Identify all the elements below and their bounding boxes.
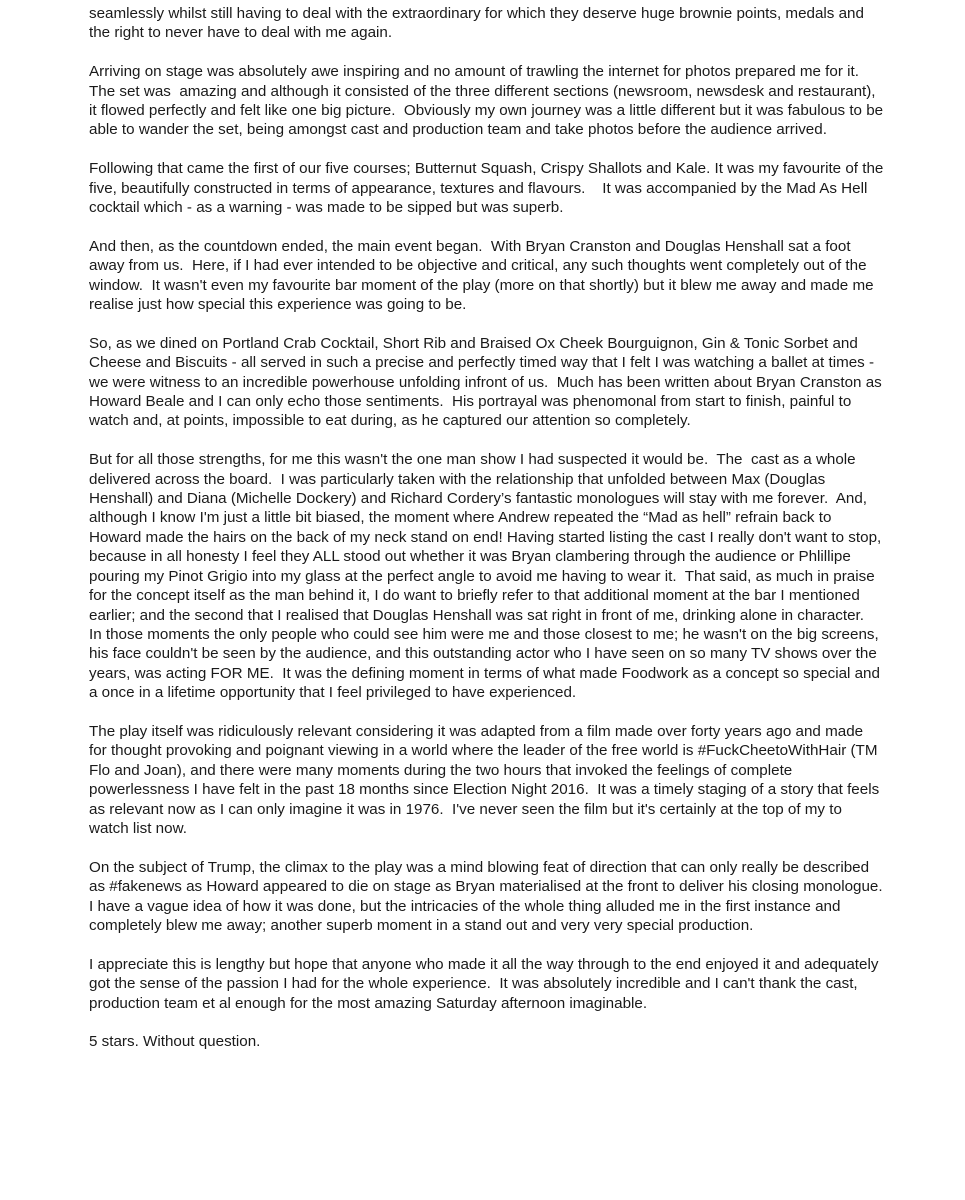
review-document bbox=[89, 4, 892, 1071]
paragraph-first-course: Following that came the first of our five courses; Butternut Squash, Crispy Shallots and Kale. It was my favourite of the five, beautifully constructed in terms of appearance, textures and flavours. It was accompanied by the Mad As Hell cocktail which - as a warning - was made to be sipped but was superb. bbox=[89, 160, 888, 217]
paragraph-climax: On the subject of Trump, the climax to the play was a mind blowing feat of direction that can only really be described as #fakenews as Howard appeared to die on stage as Bryan materialised at the front to deliver his closing monologue. I have a vague idea of how it was done, but the intricacies of the whole thing alluded me in the first instance and completely blew me away; another superb moment in a stand out and very very special production. bbox=[89, 858, 892, 934]
paragraph-relevance: The play itself was ridiculously relevant considering it was adapted from a film made over forty years ago and made for thought provoking and poignant viewing in a world where the leader of the free world is #FuckCheetoWithHair (TM Flo and Joan), and there were many moments during the two hours that invoked the feelings of complete powerlessness I have felt in the past 18 months since Election Night 2016. It was a timely staging of a story that feels as relevant now as I can only imagine it was in 1976. I've never seen the film but it's certainly at the top of my to watch list now. bbox=[89, 722, 884, 837]
paragraph-main-event: And then, as the countdown ended, the main event began. With Bryan Cranston and Douglas Henshall sat a foot away from us. Here, if I had ever intended to be objective and critical, any such thoughts went completely out of the window. It wasn't even my favourite bar moment of the play (more on that shortly) but it blew me away and made me realise just how special this experience was going to be. bbox=[89, 237, 878, 314]
paragraph-arriving-on-stage: Arriving on stage was absolutely awe inspiring and no amount of trawling the internet for photos prepared me for it. The set was amazing and although it consisted of the three different sections (newsroom, newsdesk and restaurant), it flowed perfectly and felt like one big picture. Obviously my own journey was a little different but it was fabulous to be able to wander the set, being amongst cast and production team and take photos before the audience arrived. bbox=[89, 63, 888, 139]
paragraph-cast: But for all those strengths, for me this wasn't the one man show I had suspected it would be. The cast as a whole delivered across the board. I was particularly taken with the relationship that unfolded between Max (Douglas Henshall) and Diana (Michelle Dockery) and Richard Cordery’s fantastic monologues will stay with me forever. And, although I know I'm just a little bit biased, the moment where Andrew repeated the “Mad as hell” refrain back to Howard made the hairs on the back of my neck stand on end! Having started listing the cast I really don't want to stop, because in all honesty I feel they ALL stood out whether it was Bryan clambering through the audience or Phlillipe pouring my Pinot Grigio into my glass at the perfect angle to avoid me having to wear it. That said, as much in praise for the concept itself as the man behind it, I do want to briefly refer to that additional moment at the bar I mentioned earlier; and the second that I realised that Douglas Henshall was sat right in front of me, drinking alone in character. In those moments the only people who could see him were me and those closest to me; he wasn't on the big screens, his face couldn't be seen by the audience, and this outstanding actor who I have seen on so many TV shows over the years, was acting FOR ME. It was the defining moment in terms of what made Foodwork as a concept so special and a once in a lifetime opportunity that I feel privileged to have experienced. bbox=[89, 451, 886, 702]
paragraph-closing: I appreciate this is lengthy but hope that anyone who made it all the way through to the end enjoyed it and adequately got the sense of the passion I had for the whole experience. It was absolutely incredible and I can't thank the cast, production team et al enough for the most amazing Saturday afternoon imaginable. bbox=[89, 955, 883, 1012]
paragraph-dining: So, as we dined on Portland Crab Cocktail, Short Rib and Braised Ox Cheek Bourguignon, Gin & Tonic Sorbet and Cheese and Biscuits - all served in such a precise and perfectly timed way that I felt I was watching a ballet at times - we were witness to an incredible powerhouse unfolding infront of us. Much has been written about Bryan Cranston as Howard Beale and I can only echo those sentiments. His portrayal was phenomonal from start to finish, painful to watch and, at points, impossible to eat during, as he captured our attention so completely. bbox=[89, 334, 886, 430]
paragraph-intro-continuation: seamlessly whilst still having to deal with the extraordinary for which they deserve huge brownie points, medals and the right to never have to deal with me again. bbox=[89, 5, 869, 42]
paragraph-rating: 5 stars. Without question. bbox=[89, 1033, 261, 1051]
